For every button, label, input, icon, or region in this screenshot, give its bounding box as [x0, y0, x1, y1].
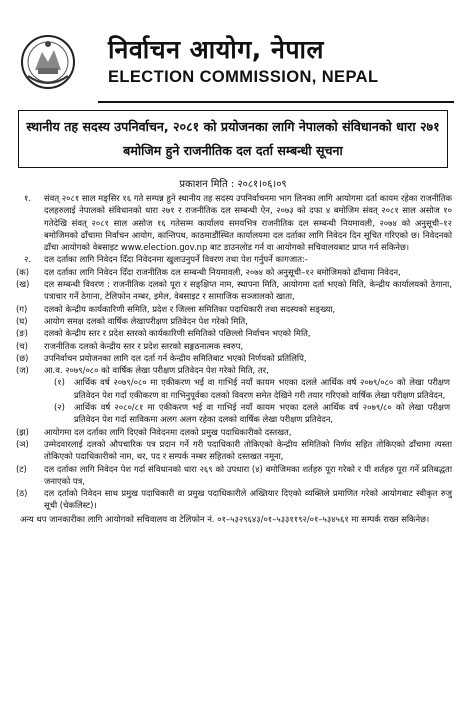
item-text: दल दर्ताका लागि निवेदन पेश गर्दा संविधानको धारा २६९ को उपधारा (४) बमोजिमका शर्तहरु पूरा गरेको र यी शर्तहरु पूरा गर्ने प्रतिबद्धता जनाएको पत्र,	[44, 463, 452, 486]
item-text: दल दर्ताका लागि निवेदन दिँदा राजनीतिक दल सम्बन्धी नियमावली, २०७४ को अनुसूची–१२ बमोजिमको ढाँचामा निवेदन,	[44, 266, 401, 277]
list-item	[16, 266, 452, 278]
requirement-list	[16, 266, 452, 512]
list-item	[16, 352, 452, 364]
item-text: दल दर्ताको निवेदन साथ प्रमुख पदाधिकारी वा प्रमुख पदाधिकारीले अख्तियार दिएको व्यक्तिले प्रमाणित गरेको आयोगबाट स्वीकृत रुजु सूची (चेकलिस्ट)।	[44, 488, 452, 511]
notice-page	[12, 22, 454, 716]
item-mark: (ञ)	[16, 438, 29, 449]
item-mark: (ठ)	[16, 488, 28, 499]
list-item	[16, 340, 452, 352]
sub-list-item	[16, 401, 452, 426]
paragraph-number: २.	[24, 254, 32, 265]
notice-heading: स्थानीय तह सदस्य उपनिर्वाचन, २०८१ को प्रयोजनका लागि नेपालको संविधानको धारा २७१ बमोजिम हुने राजनीतिक दल दर्ता सम्बन्धी सूचना	[18, 110, 448, 168]
item-text: दलको केन्द्रीय स्तर र प्रदेश स्तरको कार्यकारिणी समितिको पछिल्लो निर्वाचन भएको मिति,	[44, 328, 311, 339]
item-mark: (च)	[16, 340, 28, 351]
list-item	[16, 487, 452, 512]
item-text: दलको केन्द्रीय कार्यकारिणी समिति, प्रदेश र जिल्ला समितिका पदाधिकारी तथा सदस्यको सङ्ख्या,	[44, 303, 336, 314]
paragraph-text: संवत् २०८१ साल मङ्सिर १६ गते सम्पन्न हुने स्थानीय तह सदस्य उपनिर्वाचनमा भाग लिनका लागि आयोगमा दर्ता कायम रहेका राजनीतिक दलहरुलाई नेपालको संविधानको धारा २७१ र राजनीतिक दल सम्बन्धी ऐन, २०७३ को दफा ४ बमोजिम संवत् २०८१ साल असोज १० गतेदेखि संवत् २०८१ साल असोज १६ गतेसम्म कार्यालय समयभित्र राजनीतिक दल सम्बन्धी नियमावली, २०७४ को अनुसूची–१२ बमोजिमको ढाँचामा निर्वाचन आयोग, कान्तिपथ, काठमाडौंस्थित कार्यालयमा दल दर्ताका लागि निवेदन दिन सूचित गरिएको छ। निवेदनको ढाँचा आयोगको वेबसाइट www.election.gov.np बाट डाउनलोड गर्न वा आयोगको सचिवालयबाट प्राप्त गर्न सकिनेछ।	[44, 193, 452, 253]
list-item	[16, 364, 452, 376]
commission-title-english: ELECTION COMMISSION, NEPAL	[108, 68, 379, 86]
item-mark: (ज)	[16, 365, 29, 376]
item-mark: (ख)	[16, 279, 30, 290]
item-mark: (झ)	[16, 426, 29, 437]
item-text: आ.व. २०७९/०८० को वार्षिक लेखा परीक्षण प्रतिवेदन पेश गरेको मिति, तर,	[44, 365, 269, 376]
paragraph-text: दल दर्ताका लागि निवेदन दिँदा निवेदनमा खुलाउनुपर्ने विवरण तथा पेश गर्नुपर्ने कागजात:-	[44, 254, 308, 265]
subitem-text: आर्थिक वर्ष २०७९/०८० मा एकीकरण भई वा गाभिई नयाँ कायम भएका दलले आर्थिक वर्ष २०७९/०८० को लेखा परीक्षण प्रतिवेदन पेश गर्दा एकीकरण वा गाभिनुपूर्वका दलको विवरण समेत देखिने गरी तयार गरिएको वार्षिक लेखा परीक्षण प्रतिवेदन,	[74, 377, 450, 400]
item-text: उम्मेदवारलाई दलको औपचारिक पत्र प्रदान गर्ने गरी पदाधिकारी तोकिएको केन्द्रीय समितिको निर्णय सहित तोकिएको ढाँचामा त्यस्ता तोकिएको पदाधिकारीको नाम, थर, पद र सम्पर्क नम्बर सहितको दस्तखत नमूना,	[44, 438, 452, 462]
commission-title-nepali: निर्वाचन आयोग, नेपाल	[108, 35, 324, 64]
list-item	[16, 463, 452, 488]
nepal-emblem-icon	[20, 32, 76, 92]
subitem-mark: (२)	[54, 402, 65, 413]
header-rule	[98, 101, 454, 103]
item-text: आयोग समक्ष दलको वार्षिक लेखापरीक्षण प्रतिवेदन पेश गरेको मिति,	[44, 315, 248, 326]
list-item	[16, 426, 452, 438]
item-text: दल सम्बन्धी विवरण : राजनीतिक दलको पूरा र सङ्क्षिप्त नाम, स्थापना मिति, आयोगमा दर्ता भएको मिति, केन्द्रीय कार्यालयको ठेगाना, पत्राचार गर्ने ठेगाना, टेलिफोन नम्बर, इमेल, वेबसाइट र सामाजिक सञ्जालको खाता,	[44, 279, 452, 302]
list-item	[16, 315, 452, 327]
item-mark: (क)	[16, 266, 29, 277]
list-item	[16, 278, 452, 303]
subitem-text: आर्थिक वर्ष २०८०/८१ मा एकीकरण भई वा गाभिई नयाँ कायम भएका दलले आर्थिक वर्ष २०७९/८० को लेखा परीक्षण प्रतिवेदन पेश गर्दा साविकमा अलग अलग रहेका दलको वार्षिक लेखा परीक्षण प्रतिवेदन,	[74, 402, 450, 425]
item-mark: (ङ)	[16, 328, 28, 339]
paragraph-number: १.	[24, 193, 32, 203]
list-item	[16, 303, 452, 315]
item-mark: (छ)	[16, 352, 29, 363]
item-mark: (ट)	[16, 463, 27, 474]
item-mark: (घ)	[16, 315, 28, 326]
contact-footer: अन्य थप जानकारीका लागि आयोगको सचिवालय वा टेलिफोन नं. ०१–५३२९६४३/०१–५३३११९२/०१–५३४५६१ मा सम्पर्क राख्न सकिनेछ।	[20, 513, 430, 524]
notice-body	[16, 192, 452, 533]
sub-list-item	[16, 376, 452, 401]
paragraph-1	[16, 192, 452, 253]
list-item	[16, 327, 452, 339]
item-text: उपनिर्वाचन प्रयोजनका लागि दल दर्ता गर्न केन्द्रीय समितिबाट भएको निर्णयको प्रतिलिपि,	[44, 352, 307, 363]
list-item	[16, 438, 452, 463]
paragraph-2	[16, 253, 452, 265]
item-text: राजनीतिक दलको केन्द्रीय स्तर र प्रदेश स्तरको सङ्गठनात्मक स्वरुप,	[44, 340, 244, 351]
subitem-mark: (१)	[54, 377, 65, 388]
publish-date: प्रकाशन मिति : २०८१।०६।०९	[179, 179, 287, 190]
item-mark: (ग)	[16, 303, 28, 314]
header	[12, 22, 454, 98]
item-text: आयोगमा दल दर्ताका लागि दिएको निवेदनमा दलको प्रमुख पदाधिकारीको दस्तखत,	[44, 426, 292, 437]
